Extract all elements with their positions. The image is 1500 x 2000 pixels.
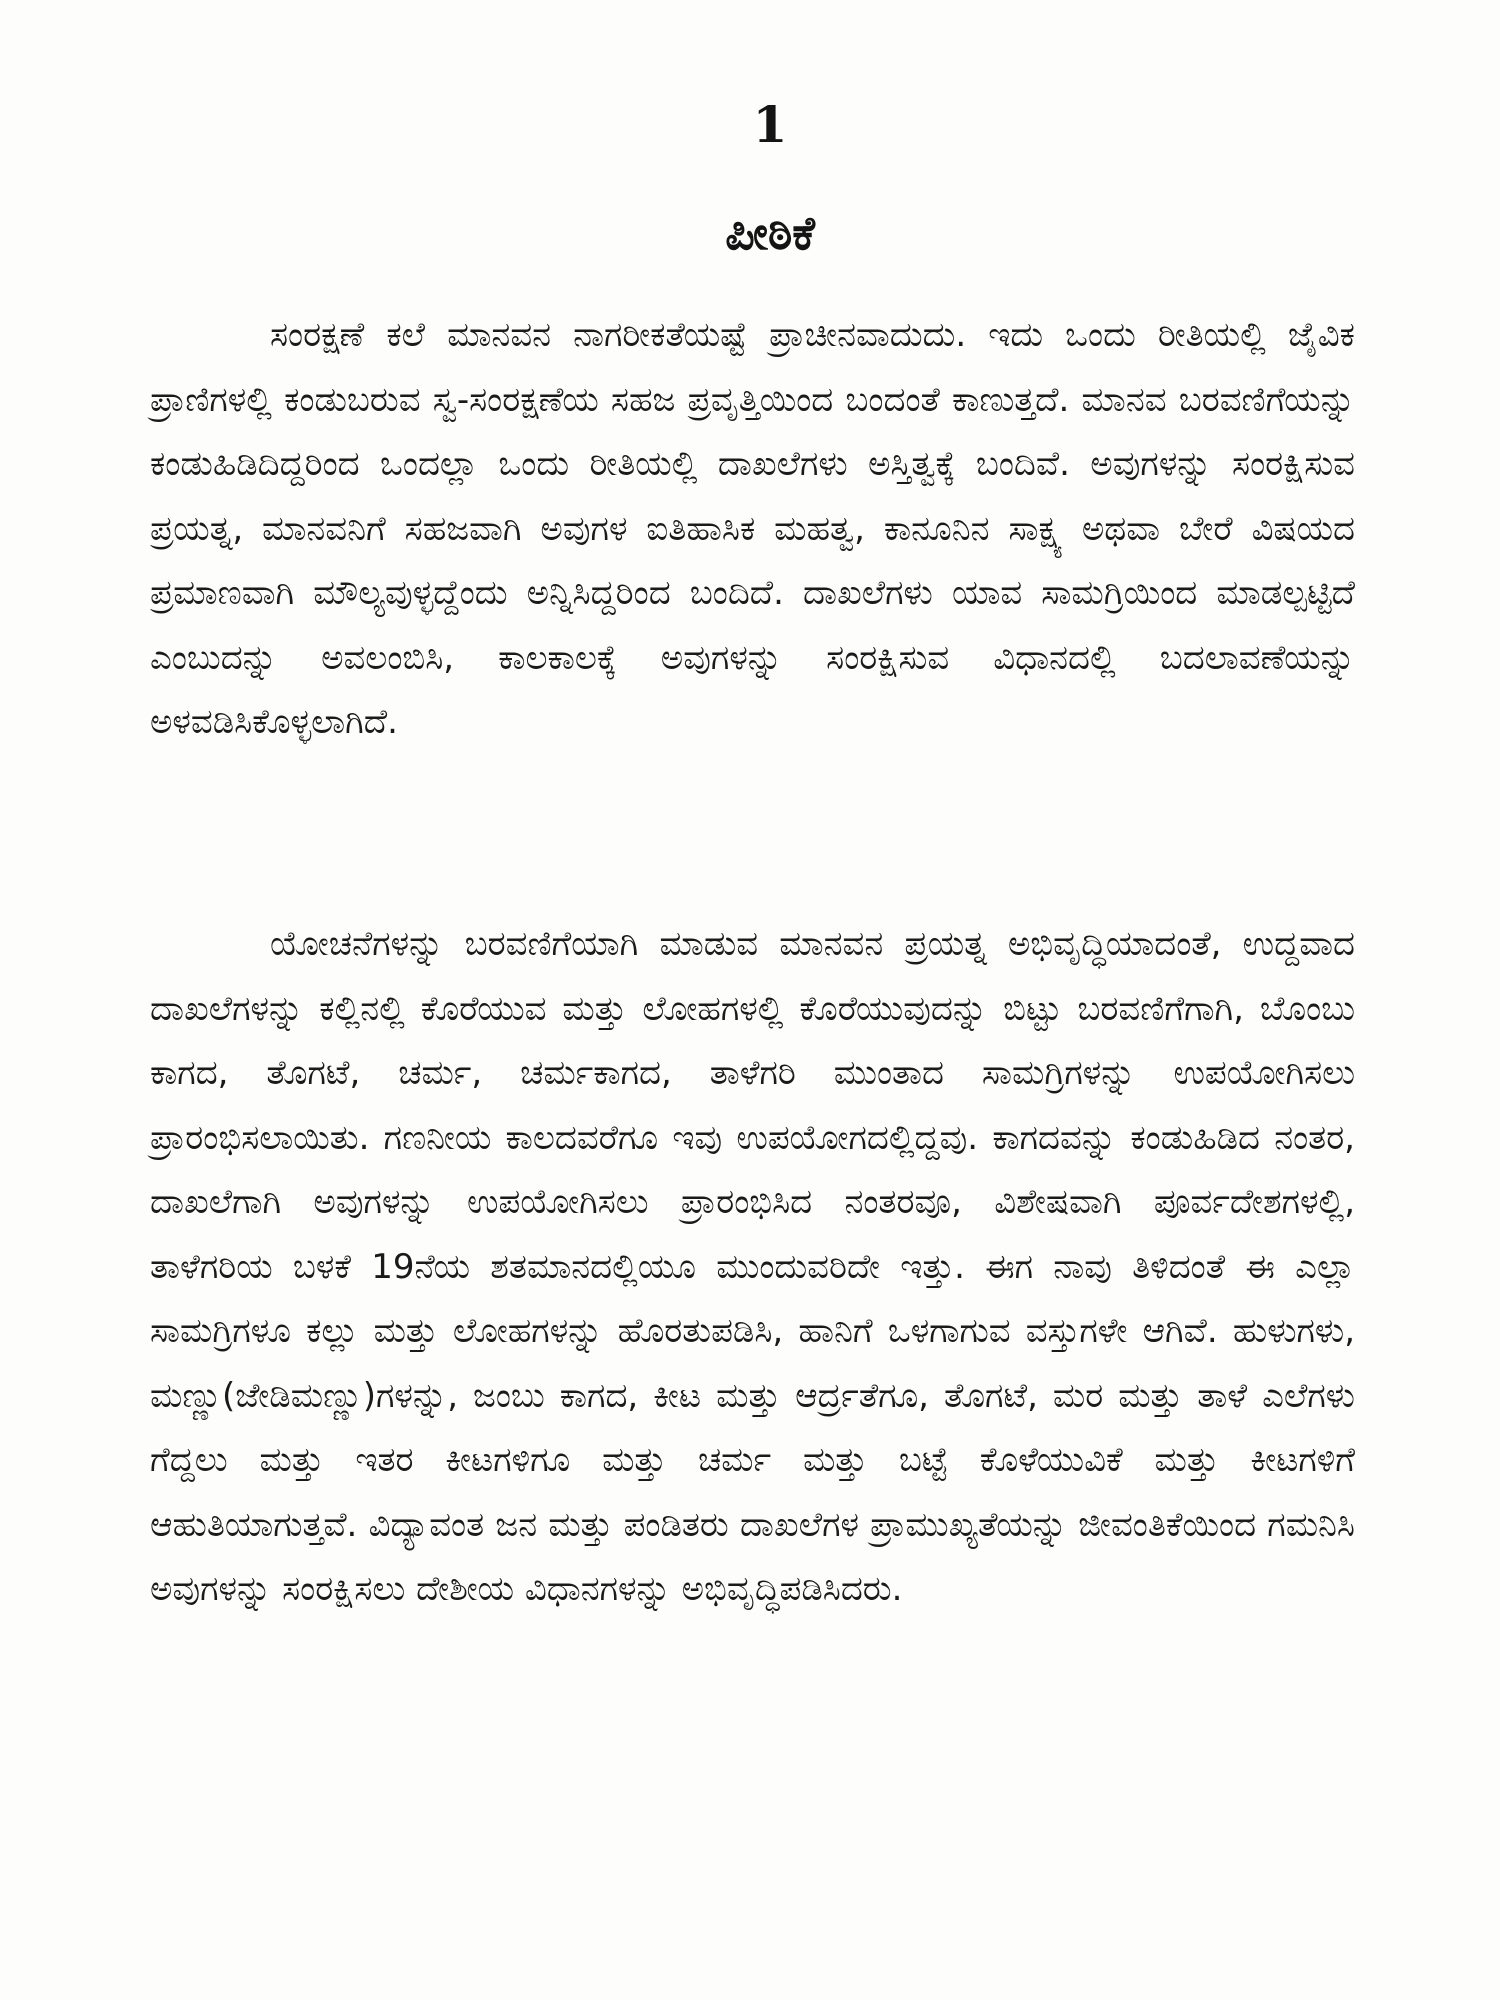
body-paragraph-2: ಯೋಚನೆಗಳನ್ನು ಬರವಣಿಗೆಯಾಗಿ ಮಾಡುವ ಮಾನವನ ಪ್ರಯತ್ನ ಅಭಿವೃದ್ಧಿಯಾದಂತೆ, ಉದ್ದವಾದ ದಾಖಲೆಗಳನ್ನು ಕಲ್ಲಿನಲ್ಲಿ ಕೊರೆಯುವ ಮತ್ತು ಲೋಹಗಳಲ್ಲಿ ಕೊರೆಯುವುದನ್ನು ಬಿಟ್ಟು ಬರವಣಿಗೆಗಾಗಿ, ಬೊಂಬು ಕಾಗದ, ತೊಗಟೆ, ಚರ್ಮ, ಚರ್ಮಕಾಗದ, ತಾಳೆಗರಿ ಮುಂತಾದ ಸಾಮಗ್ರಿಗಳನ್ನು ಉಪಯೋಗಿಸಲು ಪ್ರಾರಂಭಿಸಲಾಯಿತು. ಗಣನೀಯ ಕಾಲದವರೆಗೂ ಇವು ಉಪಯೋಗದಲ್ಲಿದ್ದವು. ಕಾಗದವನ್ನು ಕಂಡುಹಿಡಿದ ನಂತರ, ದಾಖಲೆಗಾಗಿ ಅವುಗಳನ್ನು ಉಪಯೋಗಿಸಲು ಪ್ರಾರಂಭಿಸಿದ ನಂತರವೂ, ವಿಶೇಷವಾಗಿ ಪೂರ್ವದೇಶಗಳಲ್ಲಿ, ತಾಳೆಗರಿಯ ಬಳಕೆ 19ನೆಯ ಶತಮಾನದಲ್ಲಿಯೂ ಮುಂದುವರಿದೇ ಇತ್ತು. ಈಗ ನಾವು ತಿಳಿದಂತೆ ಈ ಎಲ್ಲಾ ಸಾಮಗ್ರಿಗಳೂ ಕಲ್ಲು ಮತ್ತು ಲೋಹಗಳನ್ನು ಹೊರತುಪಡಿಸಿ, ಹಾನಿಗೆ ಒಳಗಾಗುವ ವಸ್ತುಗಳೇ ಆಗಿವೆ. ಹುಳುಗಳು, ಮಣ್ಣು(ಜೇಡಿಮಣ್ಣು)ಗಳನ್ನು, ಜಂಬು ಕಾಗದ, ಕೀಟ ಮತ್ತು ಆರ್ದ್ರತೆಗೂ, ತೊಗಟೆ, ಮರ ಮತ್ತು ತಾಳೆ ಎಲೆಗಳು ಗೆದ್ದಲು ಮತ್ತು ಇತರ ಕೀಟಗಳಿಗೂ ಮತ್ತು ಚರ್ಮ ಮತ್ತು ಬಟ್ಟೆ ಕೊಳೆಯುವಿಕೆ ಮತ್ತು ಕೀಟಗಳಿಗೆ ಆಹುತಿಯಾಗುತ್ತವೆ. ವಿದ್ಯಾವಂತ ಜನ ಮತ್ತು ಪಂಡಿತರು ದಾಖಲೆಗಳ ಪ್ರಾಮುಖ್ಯತೆಯನ್ನು ಜೀವಂತಿಕೆಯಿಂದ ಗಮನಿಸಿ ಅವುಗಳನ್ನು ಸಂರಕ್ಷಿಸಲು ದೇಶೀಯ ವಿಧಾನಗಳನ್ನು ಅಭಿವೃದ್ಧಿಪಡಿಸಿದರು. [150,924,1355,1609]
body-paragraph-1: ಸಂರಕ್ಷಣೆ ಕಲೆ ಮಾನವನ ನಾಗರೀಕತೆಯಷ್ಟೆ ಪ್ರಾಚೀನವಾದುದು. ಇದು ಒಂದು ರೀತಿಯಲ್ಲಿ ಜೈವಿಕ ಪ್ರಾಣಿಗಳಲ್ಲಿ ಕಂಡುಬರುವ ಸ್ವ-ಸಂರಕ್ಷಣೆಯ ಸಹಜ ಪ್ರವೃತ್ತಿಯಿಂದ ಬಂದಂತೆ ಕಾಣುತ್ತದೆ. ಮಾನವ ಬರವಣಿಗೆಯನ್ನು ಕಂಡುಹಿಡಿದಿದ್ದರಿಂದ ಒಂದಲ್ಲಾ ಒಂದು ರೀತಿಯಲ್ಲಿ ದಾಖಲೆಗಳು ಅಸ್ತಿತ್ವಕ್ಕೆ ಬಂದಿವೆ. ಅವುಗಳನ್ನು ಸಂರಕ್ಷಿಸುವ ಪ್ರಯತ್ನ, ಮಾನವನಿಗೆ ಸಹಜವಾಗಿ ಅವುಗಳ ಐತಿಹಾಸಿಕ ಮಹತ್ವ, ಕಾನೂನಿನ ಸಾಕ್ಷ್ಯ ಅಥವಾ ಬೇರೆ ವಿಷಯದ ಪ್ರಮಾಣವಾಗಿ ಮೌಲ್ಯವುಳ್ಳದ್ದೆಂದು ಅನ್ನಿಸಿದ್ದರಿಂದ ಬಂದಿದೆ. ದಾಖಲೆಗಳು ಯಾವ ಸಾಮಗ್ರಿಯಿಂದ ಮಾಡಲ್ಪಟ್ಟಿದೆ ಎಂಬುದನ್ನು ಅವಲಂಬಿಸಿ, ಕಾಲಕಾಲಕ್ಕೆ ಅವುಗಳನ್ನು ಸಂರಕ್ಷಿಸುವ ವಿಧಾನದಲ್ಲಿ ಬದಲಾವಣೆಯನ್ನು ಅಳವಡಿಸಿಕೊಳ್ಳಲಾಗಿದೆ. [150,315,1355,742]
chapter-title: ಪೀಠಿಕೆ [725,206,815,260]
chapter-number: 1 [752,95,788,154]
